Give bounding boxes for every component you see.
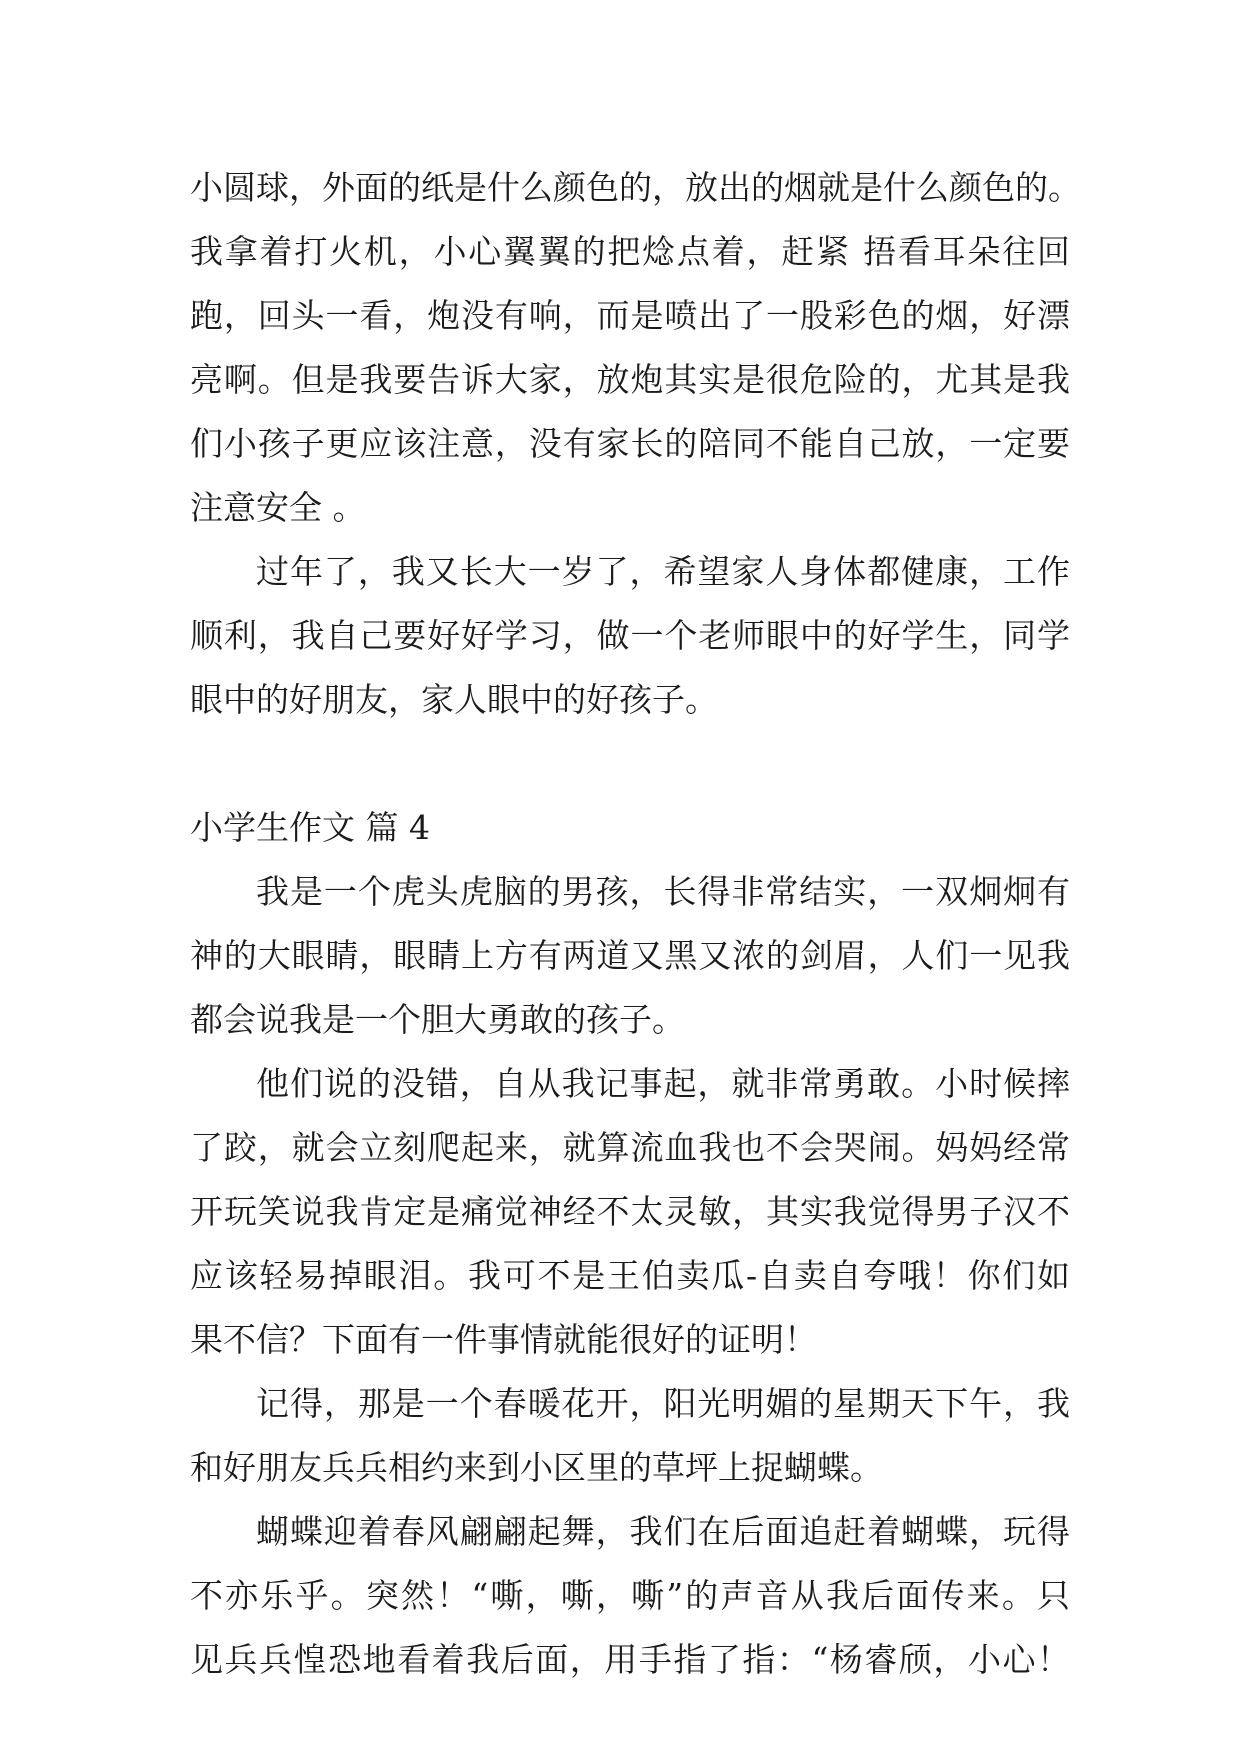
paragraph-line: 我是一个虎头虎脑的男孩，长得非常结实，一双炯炯有 (256, 872, 1070, 911)
paragraph-line: 都会说我是一个胆大勇敢的孩子。 (190, 1000, 685, 1039)
paragraph-line: 顺利，我自己要好好学习，做一个老师眼中的好学生，同学 (190, 616, 1070, 655)
paragraph-line: 我拿着打火机，小心翼翼的把焾点着，赶紧 捂看耳朵往回 (190, 232, 1070, 271)
paragraph-line: 跑，回头一看，炮没有响，而是喷出了一股彩色的烟，好漂 (190, 296, 1070, 335)
paragraph-line: 们小孩子更应该注意，没有家长的陪同不能自己放，一定要 (190, 424, 1070, 463)
paragraph-line: 记得，那是一个春暖花开，阳光明媚的星期天下午，我 (256, 1384, 1070, 1423)
paragraph-line: 注意安全 。 (190, 488, 366, 527)
section-heading: 小学生作文 篇 4 (190, 808, 430, 847)
paragraph-line: 果不信？下面有一件事情就能很好的证明！ (190, 1320, 817, 1359)
paragraph-line: 他们说的没错，自从我记事起，就非常勇敢。小时候摔 (256, 1064, 1070, 1103)
paragraph-line: 神的大眼睛，眼睛上方有两道又黑又浓的剑眉，人们一见我 (190, 936, 1070, 975)
paragraph-line: 和好朋友兵兵相约来到小区里的草坪上捉蝴蝶。 (190, 1448, 883, 1487)
paragraph-line: 不亦乐乎。突然！“嘶，嘶，嘶”的声音从我后面传来。只 (190, 1576, 1070, 1615)
paragraph-line: 蝴蝶迎着春风翩翩起舞，我们在后面追赶着蝴蝶，玩得 (256, 1512, 1070, 1551)
paragraph-line: 应该轻易掉眼泪。我可不是王伯卖瓜-自卖自夸哦！你们如 (190, 1256, 1070, 1295)
paragraph-line: 了跤，就会立刻爬起来，就算流血我也不会哭闹。妈妈经常 (190, 1128, 1070, 1167)
paragraph-line: 小圆球，外面的纸是什么颜色的，放出的烟就是什么颜色的。 (190, 168, 1081, 207)
paragraph-line: 开玩笑说我肯定是痛觉神经不太灵敏，其实我觉得男子汉不 (190, 1192, 1070, 1231)
paragraph-line: 过年了，我又长大一岁了，希望家人身体都健康，工作 (256, 552, 1070, 591)
paragraph-line: 眼中的好朋友，家人眼中的好孩子。 (190, 680, 718, 719)
paragraph-line: 见兵兵惶恐地看着我后面，用手指了指：“杨睿颀，小心！ (190, 1640, 1070, 1679)
paragraph-line: 亮啊。但是我要告诉大家，放炮其实是很危险的，尤其是我 (190, 360, 1070, 399)
